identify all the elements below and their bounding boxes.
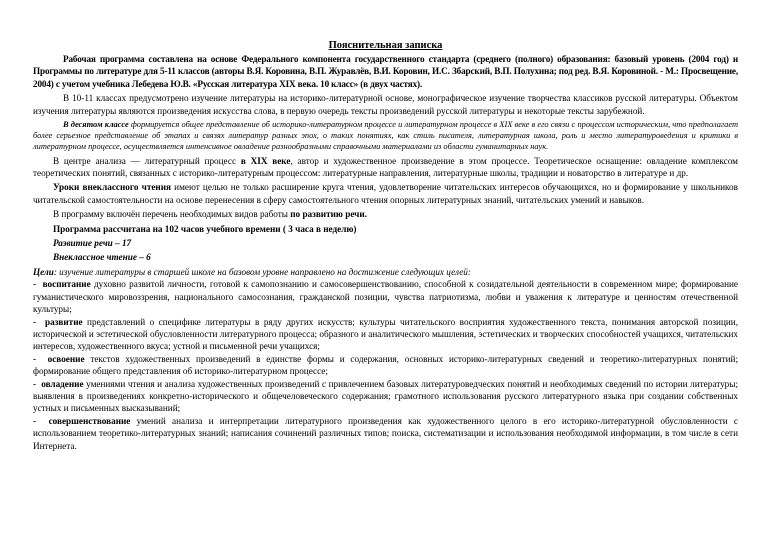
paragraph-program-basis: [33, 53, 738, 90]
goal-dash: -: [33, 279, 43, 290]
extracurricular-text: имеют целью не только расширение круга чтения, удовлетворение читательских интересов обучающихся, но и формирование у школьников читательской самостоятельности на основе перенесения в сферу самостоятельного чтения опорных литературных знаний, читательских умений и навыков.: [33, 182, 738, 205]
goal-lead-skills: овладение: [41, 378, 84, 389]
goal-dash: -: [33, 316, 46, 327]
analysis-century: в XIX веке: [240, 155, 291, 166]
hours-reading: Внеклассное чтение – 6: [53, 252, 151, 263]
goal-item: [33, 378, 738, 415]
goal-item: [33, 415, 738, 452]
hours-speech: Развитие речи – 17: [53, 238, 132, 249]
page-title: Пояснительная записка: [328, 40, 443, 51]
goal-text-improvement: умений анализа и интерпретации литературного произведения как художественного целого в его историко-литературной обусловленности с использованием теоретико-литературных знаний; написания сочинений различных типов; поиска, систематизации и использования необходимой информации, в том числе в сети Интернета.: [33, 415, 738, 451]
goal-item: [33, 278, 738, 315]
goal-text-development: представлений о специфике литературы в ряду других искусств; культуры читательского восприятия художественного текста, понимания авторской позиции, исторической и эстетической обусловленности литературного процесса; образного и аналитического мышления, эстетических и творческих способностей учащихся, читательских интересов, художественного вкуса; устной и письменной речи учащихся;: [33, 316, 739, 352]
speech-work-bold: по развитию речи.: [290, 209, 367, 220]
paragraph-analysis-center: [33, 155, 738, 180]
speech-work-text: В программу включён перечень необходимых видов работы: [53, 209, 291, 220]
goal-lead-upbringing: воспитание: [42, 279, 91, 290]
goal-item: [33, 353, 738, 378]
goal-item: [33, 316, 738, 353]
program-basis-text: Рабочая программа составлена на основе Федерального компонента государственного стандарта (среднего (полного) образования: базовый уровень (2004 год) и Программы по литературе для 5-11 классов (авторы В.Я. Коровина, В.П. Журавлёв, В.И. Коровин, И.С. Збарский, В.П. Полухина; под ред. В.Я. Коровиной. - М.: Просвещение, 2004): [33, 54, 738, 89]
paragraph-extracurricular-reading: [33, 181, 738, 206]
goal-dash: -: [33, 415, 49, 426]
tenth-grade-text: формируется общее представление об историко-литературном процессе и литературном процессе в XIX веке в его связи с процессом историческим, что предполагает более серьезное представление об этапах и связях литератур разных эпох, о таких понятиях, как стиль писателя, литературная школа, роль и место литературоведения и критики в литературном процессе, осуществляется интенсивное овладение разнообразными справочными материалами из области гуманитарных наук.: [33, 120, 739, 152]
paragraph-speech-work: [53, 208, 738, 220]
goal-dash: -: [33, 378, 42, 389]
analysis-text-c: , автор и художественное произведение в этом процессе. Теоретическое оснащение: овладение комплексом теоретических понятий, связанных с историко-литературным процессом: литературные направления, литературные школы, традиции и новаторство в литературе и др.: [33, 155, 738, 179]
goal-text-skills: умениями чтения и анализа художественных произведений с привлечением базовых литературоведческих понятий и необходимых сведений по истории литературы; выявления в произведениях конкретно-исторического и общечеловеческого содержания; грамотного использования русского литературного языка при создании собственных устных и письменных высказываний;: [33, 378, 739, 414]
goal-dash: -: [33, 353, 48, 364]
tenth-grade-lead: В десятом классе: [63, 120, 129, 130]
textbook-reference: с учетом учебника Лебедева Ю.В. «Русская литература XIX века. 10 класс» (в двух частях).: [53, 78, 423, 89]
goals-heading: [33, 266, 738, 278]
analysis-text-a: В центре анализа — литературный процесс: [53, 155, 241, 166]
goal-lead-development: развитие: [45, 316, 83, 327]
goal-lead-mastering-texts: освоение: [47, 353, 85, 364]
goal-text-upbringing: духовно развитой личности, готовой к самопознанию и самосовершенствованию, способной к созидательной деятельности в современном мире; формирование гуманистического мировоззрения, национального самосознания, гражданской позиции, чувства патриотизма, любви и уважения к литературе и ценностям отечественной культуры;: [33, 279, 738, 315]
paragraph-grade-overview: В 10-11 классах предусмотрено изучение литературы на историко-литературной основе, монографическое изучение творчества классиков русской литературы. Объектом изучения литературы являются произведения искусства слова, в первую очередь тексты произведений русской литературы и некоторые тексты зарубежной.: [33, 93, 738, 116]
goal-text-mastering-texts: текстов художественных произведений в единстве формы и содержания, основных историко-литературных сведений и теоретико-литературных понятий; формирование общего представления об историко-литературном процессе;: [33, 353, 739, 377]
goals-label: Цели: [33, 266, 54, 277]
hours-total: Программа рассчитана на 102 часов учебного времени ( 3 часа в неделю): [53, 223, 357, 234]
goals-text: : изучение литературы в старшей школе на базовом уровне направлено на достижение следующих целей:: [53, 266, 471, 277]
paragraph-tenth-grade: [33, 119, 738, 153]
extracurricular-lead: Уроки внеклассного чтения: [53, 182, 171, 193]
goal-lead-improvement: совершенствование: [48, 415, 131, 426]
